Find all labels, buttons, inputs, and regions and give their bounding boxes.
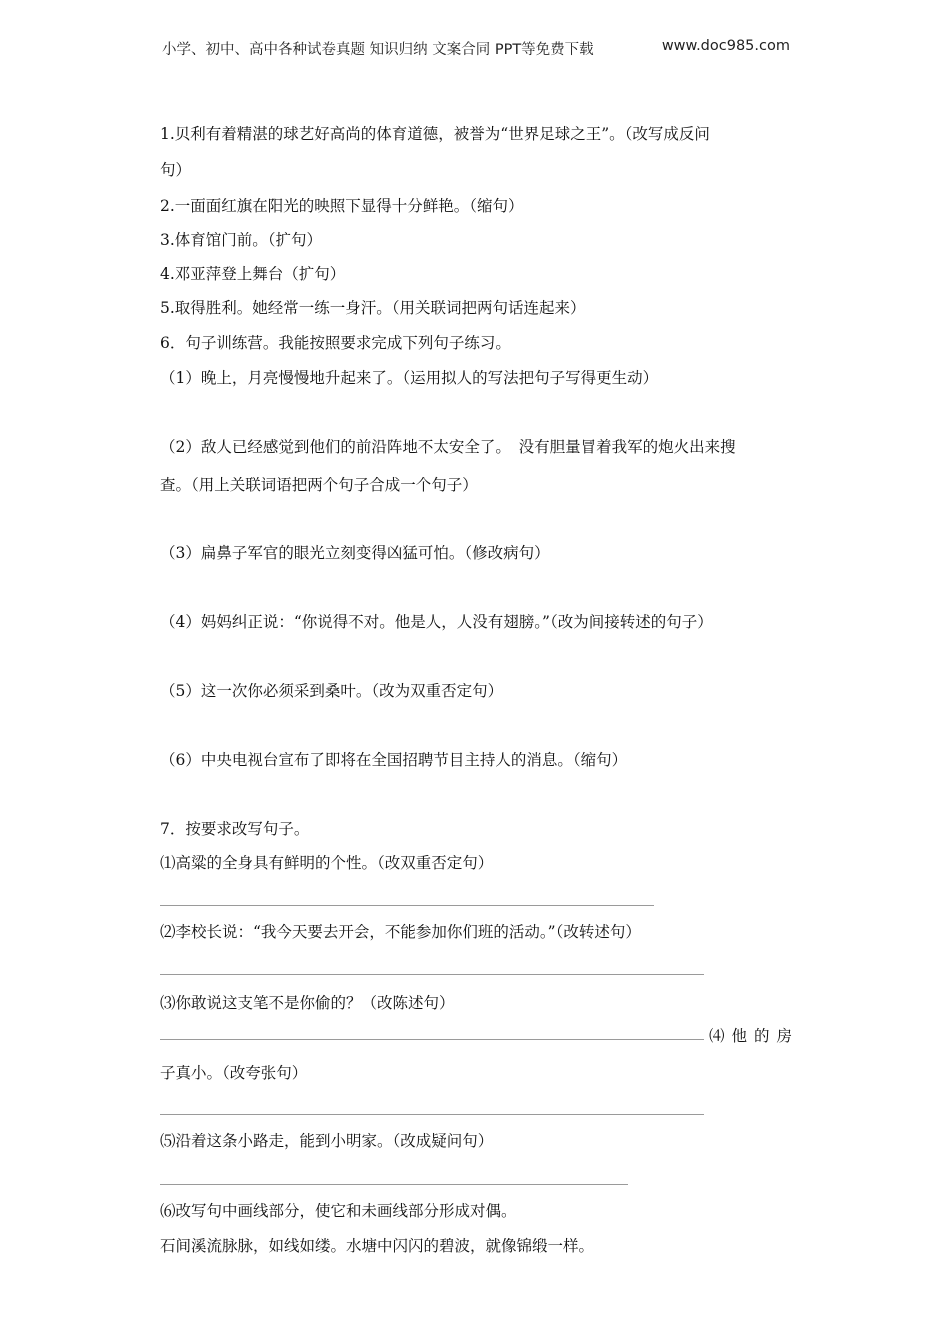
question-7-item-4-line-2: 子真小。（改夸张句） [160,1064,308,1082]
header-site-description: 小学、初中、高中各种试卷真题 知识归纳 文案合同 PPT等免费下载 [162,42,594,58]
question-6-item-4: （4）妈妈纠正说：“你说得不对。他是人，人没有翅膀。”（改为间接转述的句子） [160,613,713,631]
header-site-url: www.doc985.com [661,38,790,54]
question-7-heading: 7．按要求改写句子。 [160,820,310,838]
question-7-item-5: ⑸沿着这条小路走，能到小明家。（改成疑问句） [160,1132,494,1150]
question-1-line-2: 句） [160,161,192,179]
question-5: 5.取得胜利。她经常一练一身汗。（用关联词把两句话连起来） [160,299,586,317]
answer-row-7-3 [160,1024,799,1048]
question-7-item-6: ⑹改写句中画线部分，使它和未画线部分形成对偶。 [160,1202,517,1220]
answer-line-7-5[interactable] [160,1184,628,1185]
question-7-item-1: ⑴高粱的全身具有鲜明的个性。（改双重否定句） [160,854,494,872]
question-6-item-3: （3）扁鼻子军官的眼光立刻变得凶猛可怕。（修改病句） [160,544,550,562]
question-1-line-1: 1.贝利有着精湛的球艺好高尚的体育道德，被誉为“世界足球之王”。（改写成反问 [160,125,710,143]
question-7-item-2: ⑵李校长说：“我今天要去开会，不能参加你们班的活动。”（改转述句） [160,923,641,941]
question-7-item-3: ⑶你敢说这支笔不是你偷的？（改陈述句） [160,994,455,1012]
question-6-item-1: （1）晚上，月亮慢慢地升起来了。（运用拟人的写法把句子写得更生动） [160,369,659,387]
page-header [162,38,790,64]
answer-line-7-1[interactable] [160,905,654,906]
question-4: 4.邓亚萍登上舞台（扩句） [160,265,346,283]
question-6-heading: 6．句子训练营。我能按照要求完成下列句子练习。 [160,334,511,352]
answer-line-7-3[interactable] [160,1039,704,1040]
question-7-item-4-line-1: ⑷他的房 [708,1027,799,1045]
question-6-item-2-line-2: 查。（用上关联词语把两个句子合成一个句子） [160,476,478,494]
answer-line-7-2[interactable] [160,974,704,975]
question-6-item-2-line-1: （2）敌人已经感觉到他们的前沿阵地不太安全了。 没有胆量冒着我军的炮火出来搜 [160,438,736,456]
question-6-item-6: （6）中央电视台宣布了即将在全国招聘节目主持人的消息。（缩句） [160,751,628,769]
question-2: 2.一面面红旗在阳光的映照下显得十分鲜艳。（缩句） [160,197,524,215]
question-6-item-5: （5）这一次你必须采到桑叶。（改为双重否定句） [160,682,504,700]
answer-line-7-4[interactable] [160,1114,704,1115]
question-3: 3.体育馆门前。（扩句） [160,231,323,249]
question-7-item-6-sentence: 石间溪流脉脉，如线如缕。水塘中闪闪的碧波，就像锦缎一样。 [160,1237,595,1255]
